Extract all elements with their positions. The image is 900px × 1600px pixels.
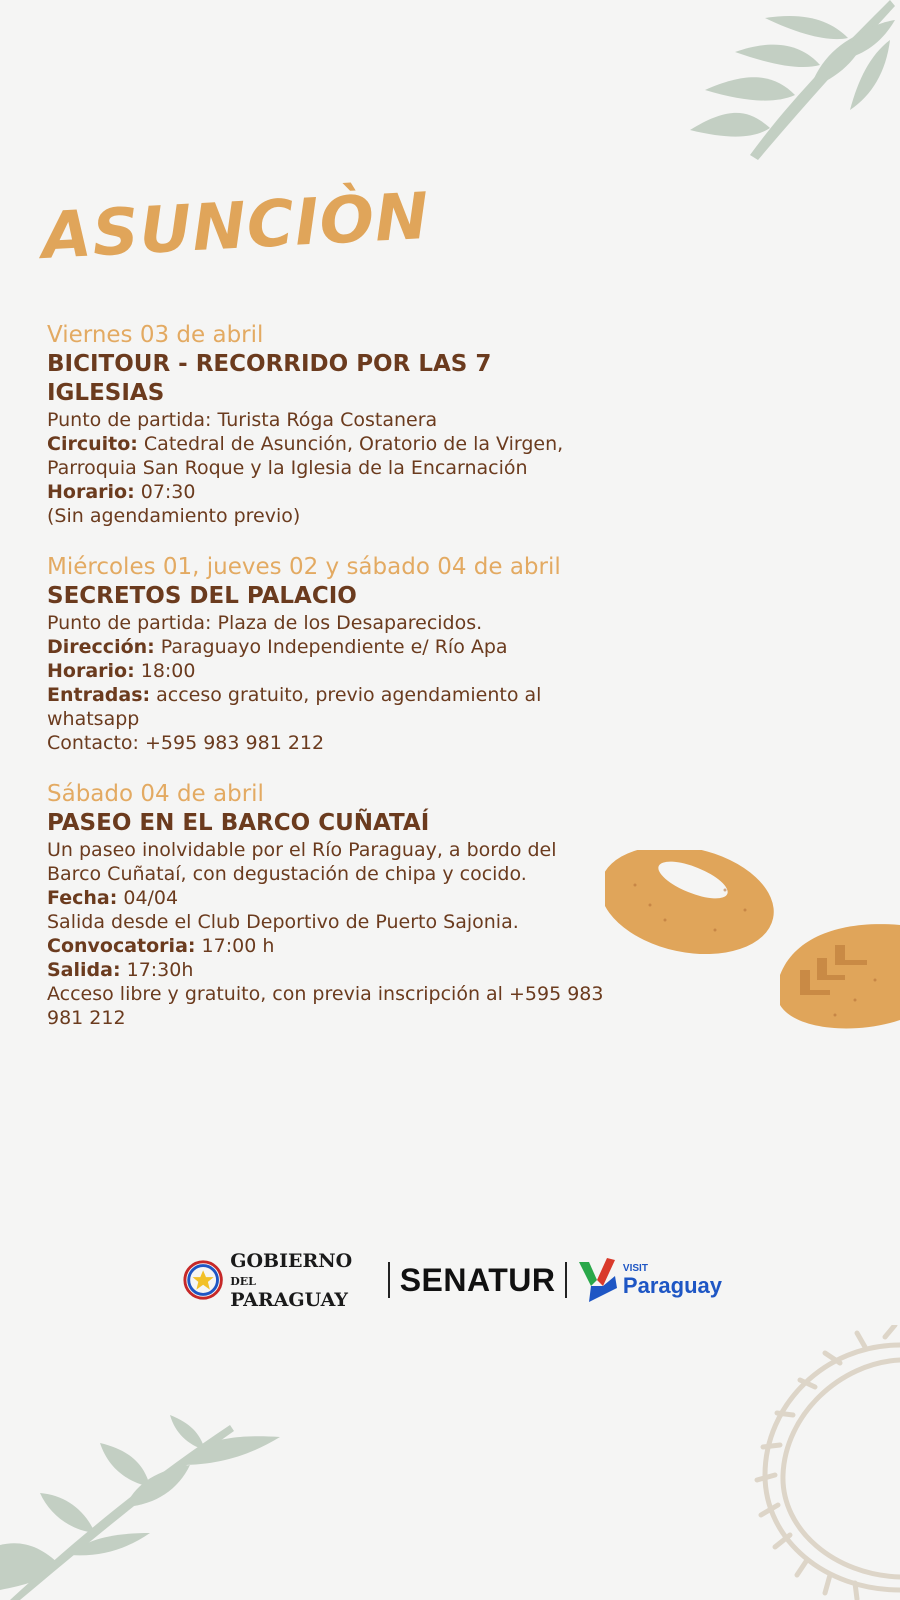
visit-paraguay-logo [577,1256,722,1304]
leaf-branch-icon [690,0,900,165]
event-title: PASEO EN EL BARCO CUÑATAÍ [47,810,430,836]
visit-paraguay-mark-icon [577,1256,617,1304]
event-detail: (Sin agendamiento previo) [47,505,301,527]
event-date: Sábado 04 de abril [47,781,264,807]
sponsor-logos [182,1249,722,1311]
crown-of-thorns-icon [745,1325,900,1600]
event-detail: Dirección: Paraguayo Independiente e/ Río Apa [47,636,508,658]
event-item [47,779,607,1030]
event-detail: Un paseo inolvidable por el Río Paraguay, a bordo del Barco Cuñataí, con degustación de chipa y cocido. [47,839,557,885]
event-title: BICITOUR - RECORRIDO POR LAS 7 IGLESIAS [47,351,492,406]
paraguay-text: PARAGUAY [230,1288,348,1311]
senatur-logo: SENATUR [399,1261,556,1298]
events-list [47,320,607,1054]
event-detail: Horario: 07:30 [47,481,196,503]
del-text: DEL [230,1274,256,1288]
event-detail: Punto de partida: Plaza de los Desaparecidos. [47,612,483,634]
logo-divider [565,1262,566,1298]
event-detail: Circuito: Catedral de Asunción, Oratorio de la Virgen, Parroquia San Roque y la Iglesia de la Encarnación [47,433,564,479]
event-detail: Punto de partida: Turista Róga Costanera [47,409,438,431]
gobierno-paraguay-logo [182,1249,378,1311]
gobierno-text: GOBIERNO [230,1249,353,1272]
logo-divider [388,1262,389,1298]
event-date: Miércoles 01, jueves 02 y sábado 04 de abril [47,554,561,580]
event-item [47,320,607,528]
event-detail: Acceso libre y gratuito, con previa inscripción al +595 983 981 212 [47,983,604,1029]
event-detail: Entradas: acceso gratuito, previo agendamiento al whatsapp [47,684,542,730]
event-title: SECRETOS DEL PALACIO [47,583,357,609]
national-seal-icon [182,1258,224,1302]
visit-text: VISIT [622,1263,648,1274]
paraguay-brand-text: Paraguay [622,1273,722,1298]
chipa-bread-icon [605,850,900,1040]
leaf-branch-icon [0,1415,285,1600]
event-detail: Fecha: 04/04 [47,887,179,909]
event-detail: Horario: 18:00 [47,660,196,682]
event-detail: Contacto: +595 983 981 212 [47,732,325,754]
event-detail: Convocatoria: 17:00 h [47,935,275,957]
event-item [47,552,607,755]
event-date: Viernes 03 de abril [47,322,264,348]
page-title: ASUNCIÒN [40,179,432,274]
event-detail: Salida desde el Club Deportivo de Puerto Sajonia. [47,911,519,933]
event-detail: Salida: 17:30h [47,959,194,981]
